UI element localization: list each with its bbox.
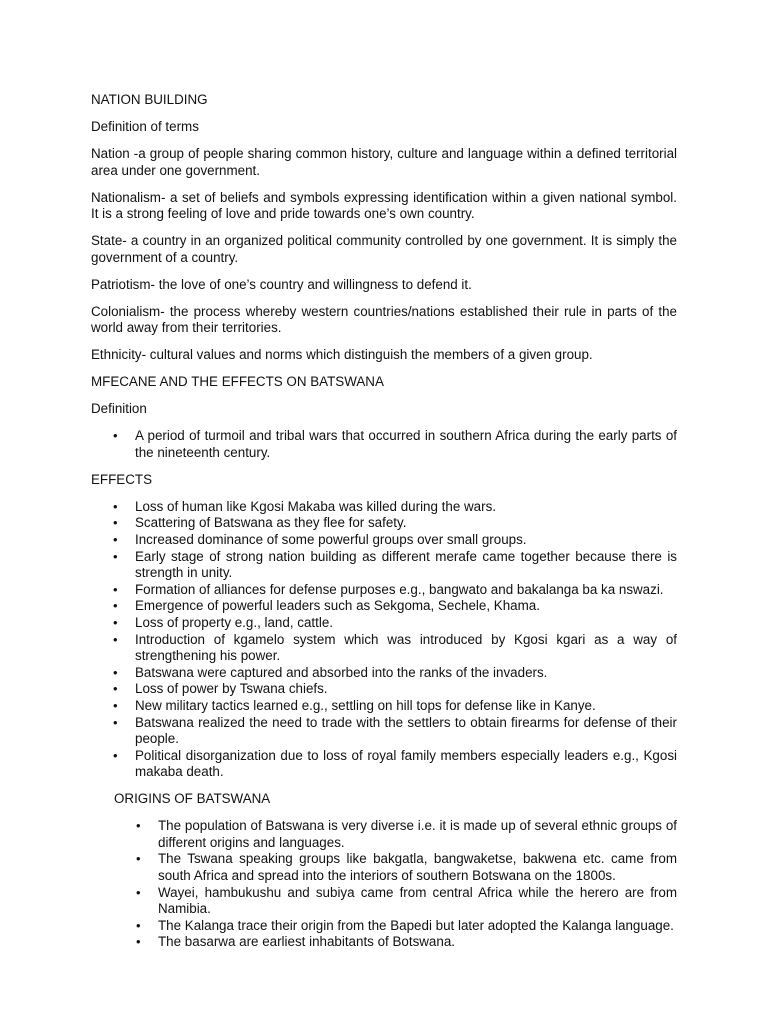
list-item: • The Tswana speaking groups like bakgatla, bangwaketse, bakwena etc. came from south Africa and spread into the interiors of southern Botswana on the 1800s. [91, 851, 677, 884]
list-item: • Political disorganization due to loss of royal family members especially leaders e.g., Kgosi makaba death. [91, 748, 677, 781]
definitions-heading: Definition of terms [91, 118, 199, 134]
list-item: • Batswana realized the need to trade with the settlers to obtain firearms for defense of their people. [91, 715, 677, 748]
list-item: • Batswana were captured and absorbed into the ranks of the invaders. [91, 665, 677, 682]
list-item: • Wayei, hambukushu and subiya came from central Africa while the herero are from Namibia. [91, 885, 677, 918]
list-item: • A period of turmoil and tribal wars that occurred in southern Africa during the early parts of the nineteenth century. [91, 428, 677, 461]
origins-list [91, 818, 677, 951]
definition-paragraph: Patriotism- the love of one’s country and willingness to defend it. [91, 276, 472, 292]
effects-list [91, 499, 677, 781]
list-item: • Formation of alliances for defense purposes e.g., bangwato and bakalanga ba ka nswazi. [91, 582, 677, 599]
origins-section [91, 791, 677, 951]
document-title: NATION BUILDING [91, 92, 208, 107]
definition-paragraph: Nationalism- a set of beliefs and symbols expressing identification within a given national symbol. It is a strong feeling of love and pride towards one’s own country. [91, 189, 677, 222]
definition-paragraph: Ethnicity- cultural values and norms which distinguish the members of a given group. [91, 347, 593, 363]
list-item: • The Kalanga trace their origin from the Bapedi but later adopted the Kalanga language. [91, 918, 677, 935]
list-item: • Emergence of powerful leaders such as Sekgoma, Sechele, Khama. [91, 598, 677, 615]
list-item: • New military tactics learned e.g., settling on hill tops for defense like in Kanye. [91, 698, 677, 715]
origins-heading: ORIGINS OF BATSWANA [114, 791, 271, 807]
definition-label: Definition [91, 401, 147, 417]
list-item: • The population of Batswana is very diverse i.e. it is made up of several ethnic groups of different origins and languages. [91, 818, 677, 851]
mfecane-heading: MFECANE AND THE EFFECTS ON BATSWANA [91, 374, 384, 390]
list-item: • Increased dominance of some powerful groups over small groups. [91, 532, 677, 549]
mfecane-definition-list [91, 428, 677, 461]
list-item: • Scattering of Batswana as they flee for safety. [91, 515, 677, 532]
definition-paragraph: Colonialism- the process whereby western countries/nations established their rule in parts of the world away from their territories. [91, 303, 677, 336]
list-item: • Loss of property e.g., land, cattle. [91, 615, 677, 632]
definition-paragraph: Nation -a group of people sharing common history, culture and language within a defined territorial area under one government. [91, 145, 677, 178]
effects-heading: EFFECTS [91, 471, 153, 487]
list-item: • Loss of human like Kgosi Makaba was killed during the wars. [91, 499, 677, 516]
list-item: • Early stage of strong nation building as different merafe came together because there is strength in unity. [91, 549, 677, 582]
list-item: • The basarwa are earliest inhabitants of Botswana. [91, 934, 677, 951]
definition-paragraph: State- a country in an organized political community controlled by one government. It is simply the government of a country. [91, 233, 677, 265]
list-item: • Introduction of kgamelo system which was introduced by Kgosi kgari as a way of strengthening his power. [91, 632, 677, 665]
list-item: • Loss of power by Tswana chiefs. [91, 681, 677, 698]
document-body [91, 92, 677, 951]
